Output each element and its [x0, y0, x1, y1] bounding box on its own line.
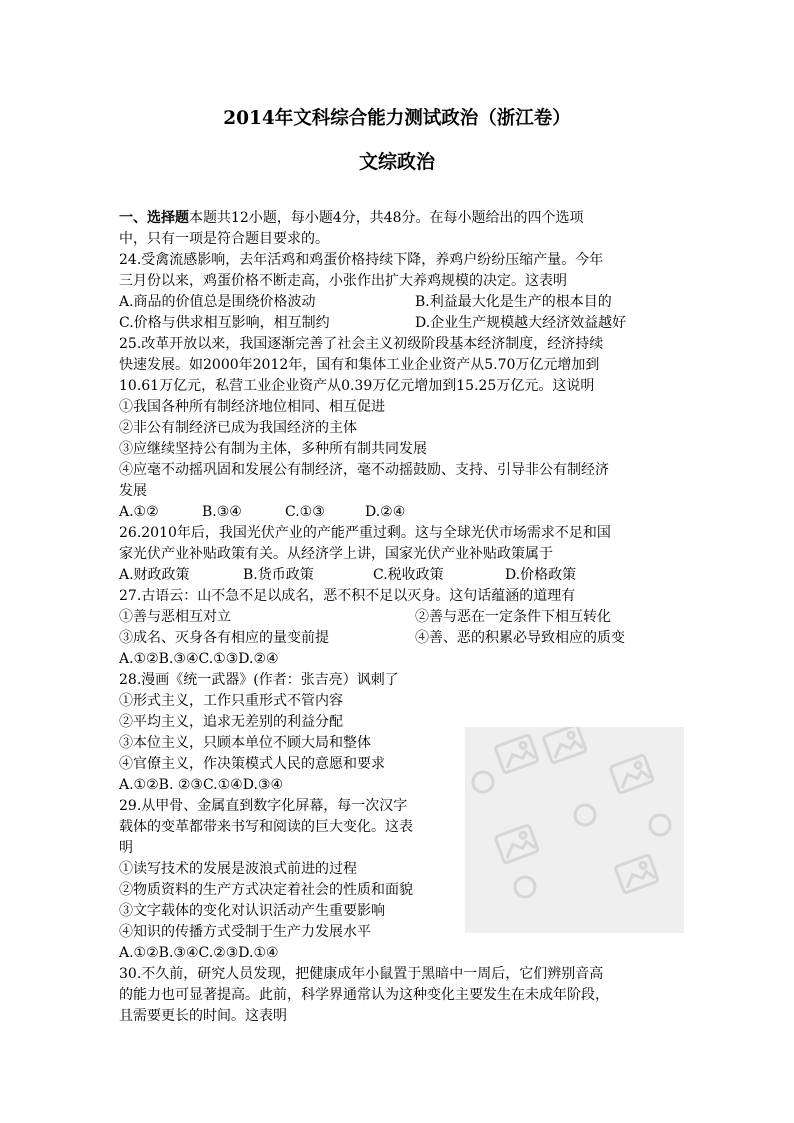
question-25-stem: 25.改革开放以来，我国逐渐完善了社会主义初级阶段基本经济制度，经济持续: [119, 336, 604, 352]
option-c: C.②③: [198, 945, 239, 961]
option-b: B.利益最大化是生产的根本目的: [415, 294, 612, 310]
question-25-stem: 10.61万亿元，私营工业企业资产从0.39万亿元增加到15.25万亿元。这说明: [119, 378, 595, 394]
option-d: D.①④: [238, 945, 279, 961]
image-placeholder: [465, 727, 684, 933]
option-b: B.③④: [158, 945, 199, 961]
option-b: B.③④: [158, 651, 199, 667]
statement-4: ④官僚主义，作决策模式人民的意愿和要求: [119, 756, 385, 772]
option-a: A.①②: [119, 777, 159, 793]
statement-2: ②非公有制经济已成为我国经济的主体: [119, 420, 357, 436]
page-title: 2014年文科综合能力测试政治（浙江卷）: [223, 108, 571, 129]
question-24-stem: 24.受禽流感影响，去年活鸡和鸡蛋价格持续下降，养鸡户纷纷压缩产量。今年: [119, 252, 604, 268]
option-a: A.财政政策: [119, 567, 190, 583]
option-b: B.③④: [202, 504, 242, 520]
section-intro: [119, 208, 679, 229]
question-27-statements: [119, 628, 679, 649]
option-d: D.价格政策: [505, 567, 577, 583]
option-d: D.②④: [238, 651, 279, 667]
question-29-stem: 载体的变革都带来书写和阅读的巨大变化。这表: [119, 819, 413, 835]
question-28-stem: 28.漫画《统一武器》(作者：张吉亮）讽刺了: [119, 672, 399, 688]
question-25-stem: 快速发展。如2000年2012年，国有和集体工业企业资产从5.70万亿元增加到: [119, 357, 600, 373]
statement-2: ②平均主义，追求无差别的利益分配: [119, 714, 343, 730]
question-27-options: [119, 649, 679, 670]
statement-4-cont: 发展: [119, 483, 147, 499]
option-c: C.①④: [202, 777, 243, 793]
option-b: B. ②③: [158, 777, 203, 793]
question-30-stem: 的能力也可显著提高。此前，科学界通常认为这种变化主要发生在未成年阶段，: [119, 987, 609, 1003]
question-29-stem: 29.从甲骨、金属直到数字化屏幕，每一次汉字: [119, 798, 408, 814]
question-29-options: [119, 943, 679, 964]
statement-1: ①我国各种所有制经济地位相同、相互促进: [119, 399, 385, 415]
option-a: A.①②: [119, 945, 159, 961]
question-25-options: [119, 502, 679, 523]
statement-4: ④善、恶的积累必导致相应的质变: [415, 630, 625, 646]
question-30-stem: 30.不久前，研究人员发现，把健康成年小鼠置于黑暗中一周后，它们辨别音高: [119, 966, 604, 982]
statement-2: ②物质资料的生产方式决定着社会的性质和面貌: [119, 882, 413, 898]
question-24-options: [119, 313, 679, 334]
statement-3: ③本位主义，只顾本单位不顾大局和整体: [119, 735, 371, 751]
option-a: A.①②: [119, 504, 159, 520]
option-d: D.企业生产规模越大经济效益越好: [415, 315, 627, 331]
question-26-stem: 家光伏产业补贴政策有关。从经济学上讲，国家光伏产业补贴政策属于: [119, 546, 553, 562]
section-intro-cont: 中，只有一项是符合题目要求的。: [119, 231, 329, 247]
option-c: C.①③: [285, 504, 325, 520]
question-27-stem: 27.古语云：山不急不足以成名，恶不积不足以灭身。这句话蕴涵的道理有: [119, 588, 576, 604]
option-d: D.③④: [242, 777, 284, 793]
section-intro-text: 本题共12小题，每小题4分，共48分。在每小题给出的四个选项: [189, 210, 584, 226]
option-c: C.价格与供求相互影响，相互制约: [119, 315, 330, 331]
statement-3: ③成名、灭身各有相应的量变前提: [119, 630, 329, 646]
option-c: C.税收政策: [373, 567, 444, 583]
option-c: C.①③: [198, 651, 239, 667]
statement-3: ③应继续坚持公有制为主体，多种所有制共同发展: [119, 441, 427, 457]
statement-1: ①读写技术的发展是波浪式前进的过程: [119, 861, 357, 877]
option-a: A.商品的价值总是围绕价格波动: [119, 294, 316, 310]
option-a: A.①②: [119, 651, 159, 667]
question-24-stem: 三月份以来，鸡蛋价格不断走高，小张作出扩大养鸡规模的决定。这表明: [119, 273, 567, 289]
question-30-stem: 且需要更长的时间。这表明: [119, 1008, 287, 1024]
statement-4: ④应毫不动摇巩固和发展公有制经济，毫不动摇鼓励、支持、引导非公有制经济: [119, 462, 609, 478]
question-26-stem: 26.2010年后，我国光伏产业的产能严重过剩。这与全球光伏市场需求不足和国: [119, 525, 611, 541]
statement-2: ②善与恶在一定条件下相互转化: [415, 609, 611, 625]
option-b: B.货币政策: [243, 567, 314, 583]
statement-3: ③文字载体的变化对认识活动产生重要影响: [119, 903, 385, 919]
statement-1: ①形式主义，工作只重形式不管内容: [119, 693, 343, 709]
statement-4: ④知识的传播方式受制于生产力发展水平: [119, 924, 371, 940]
page-subtitle: 文综政治: [358, 151, 435, 173]
question-26-options: [119, 565, 679, 586]
question-29-stem: 明: [119, 840, 133, 856]
image-placeholder-icon: [465, 727, 684, 933]
question-27-statements: [119, 607, 679, 628]
section-heading: 一、选择题: [119, 210, 189, 226]
statement-1: ①善与恶相互对立: [119, 609, 231, 625]
question-24-options: [119, 292, 679, 313]
option-d: D.②④: [365, 504, 406, 520]
